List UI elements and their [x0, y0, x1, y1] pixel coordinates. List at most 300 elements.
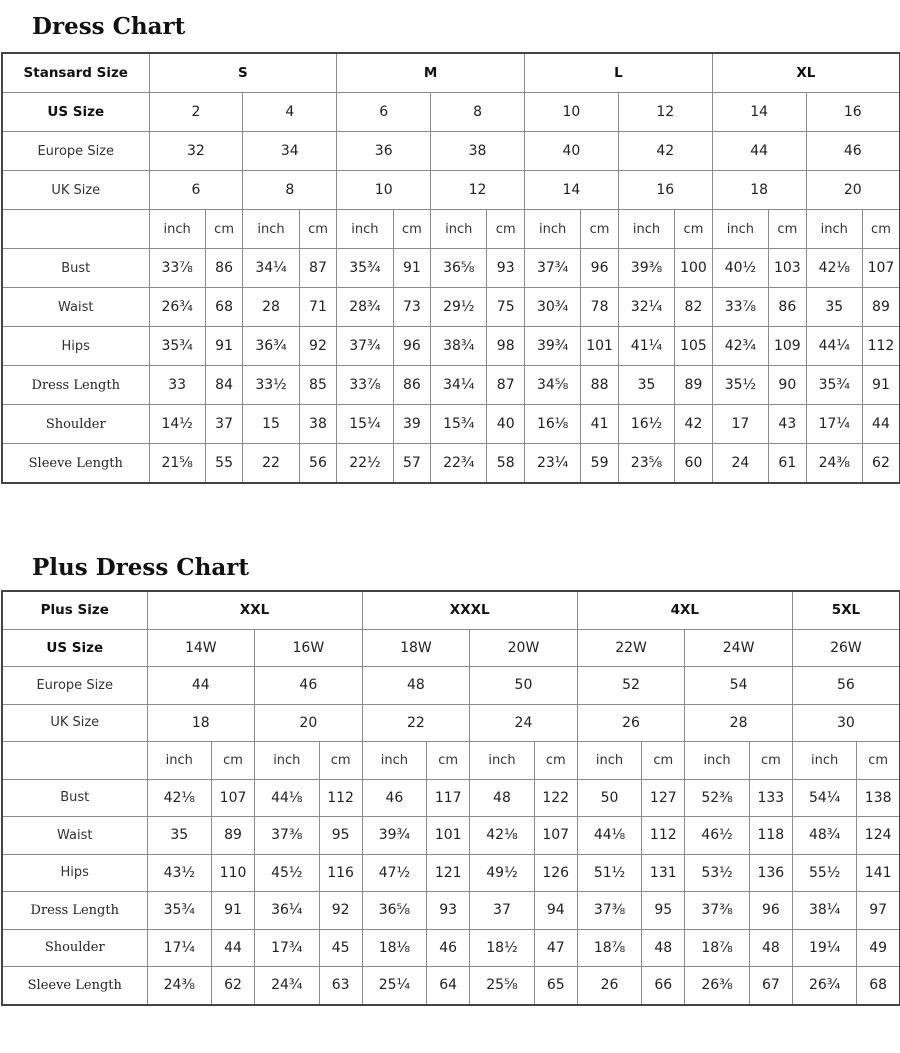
measurement-value-cell: 17¼	[806, 405, 862, 444]
measurement-value-cell: 55	[205, 444, 243, 484]
measurement-value-cell: 18⅛	[362, 929, 427, 967]
size-row-label: Europe Size	[2, 132, 149, 171]
size-value-cell: 18	[147, 704, 255, 742]
measurement-value-cell: 48	[749, 929, 792, 967]
size-value-cell: 30	[792, 704, 900, 742]
measurement-value-cell: 35	[147, 817, 212, 855]
measurement-value-cell: 105	[675, 327, 713, 366]
measurement-value-cell: 14½	[149, 405, 205, 444]
measurement-value-cell: 71	[299, 288, 337, 327]
unit-inch-label: inch	[806, 210, 862, 249]
measurement-value-cell: 22	[243, 444, 299, 484]
unit-inch-label: inch	[337, 210, 393, 249]
measurement-value-cell: 17¾	[255, 929, 320, 967]
measurement-value-cell: 63	[319, 967, 362, 1005]
unit-row-label-empty	[2, 742, 147, 780]
measurement-value-cell: 95	[642, 892, 685, 930]
measurement-value-cell: 107	[212, 779, 255, 817]
measurement-value-cell: 126	[534, 854, 577, 892]
size-value-cell: 10	[337, 171, 431, 210]
measurement-value-cell: 78	[581, 288, 619, 327]
measurement-value-cell: 107	[534, 817, 577, 855]
measurement-value-cell: 42	[675, 405, 713, 444]
measurement-value-cell: 36¼	[255, 892, 320, 930]
measurement-value-cell: 17	[712, 405, 768, 444]
size-value-cell: 56	[792, 667, 900, 705]
measurement-value-cell: 112	[319, 779, 362, 817]
measurement-value-cell: 62	[862, 444, 900, 484]
plus-size-table	[1, 590, 900, 1006]
size-row-label: US Size	[2, 629, 147, 667]
unit-cm-label: cm	[857, 742, 900, 780]
measurement-value-cell: 122	[534, 779, 577, 817]
measurement-value-cell: 37⅜	[685, 892, 750, 930]
measurement-value-cell: 82	[675, 288, 713, 327]
measurement-value-cell: 19¼	[792, 929, 857, 967]
size-row	[2, 704, 900, 742]
measurement-value-cell: 96	[749, 892, 792, 930]
measurement-value-cell: 30¾	[524, 288, 580, 327]
measurement-row	[2, 327, 900, 366]
size-value-cell: 18	[712, 171, 806, 210]
size-group-s: S	[149, 53, 337, 93]
measurement-label: Bust	[2, 779, 147, 817]
size-value-cell: 50	[470, 667, 578, 705]
measurement-value-cell: 57	[393, 444, 431, 484]
measurement-value-cell: 43	[769, 405, 807, 444]
unit-inch-label: inch	[524, 210, 580, 249]
measurement-value-cell: 64	[427, 967, 470, 1005]
unit-cm-label: cm	[534, 742, 577, 780]
measurement-value-cell: 33⅞	[337, 366, 393, 405]
size-value-cell: 46	[806, 132, 900, 171]
measurement-value-cell: 68	[205, 288, 243, 327]
measurement-value-cell: 33⅞	[149, 249, 205, 288]
measurement-value-cell: 98	[487, 327, 525, 366]
measurement-value-cell: 25⅝	[470, 967, 535, 1005]
size-value-cell: 18W	[362, 629, 470, 667]
measurement-value-cell: 53½	[685, 854, 750, 892]
size-group-xxl: XXL	[147, 591, 362, 629]
unit-inch-label: inch	[577, 742, 642, 780]
size-value-cell: 10	[524, 93, 618, 132]
measurement-row	[2, 405, 900, 444]
measurement-value-cell: 112	[862, 327, 900, 366]
measurement-value-cell: 47	[534, 929, 577, 967]
size-value-cell: 44	[147, 667, 255, 705]
measurement-value-cell: 44	[212, 929, 255, 967]
measurement-value-cell: 28	[243, 288, 299, 327]
size-value-cell: 8	[243, 171, 337, 210]
measurement-row	[2, 779, 900, 817]
measurement-value-cell: 75	[487, 288, 525, 327]
measurement-value-cell: 34⅝	[524, 366, 580, 405]
measurement-value-cell: 56	[299, 444, 337, 484]
measurement-value-cell: 41¼	[618, 327, 674, 366]
unit-inch-label: inch	[149, 210, 205, 249]
measurement-value-cell: 21⅝	[149, 444, 205, 484]
unit-cm-label: cm	[642, 742, 685, 780]
measurement-value-cell: 18½	[470, 929, 535, 967]
measurement-value-cell: 96	[581, 249, 619, 288]
measurement-value-cell: 35½	[712, 366, 768, 405]
measurement-value-cell: 91	[393, 249, 431, 288]
measurement-value-cell: 44	[862, 405, 900, 444]
measurement-value-cell: 62	[212, 967, 255, 1005]
measurement-value-cell: 87	[487, 366, 525, 405]
measurement-value-cell: 33	[149, 366, 205, 405]
measurement-value-cell: 28¾	[337, 288, 393, 327]
measurement-value-cell: 44¼	[806, 327, 862, 366]
unit-cm-label: cm	[212, 742, 255, 780]
measurement-value-cell: 26¾	[149, 288, 205, 327]
measurement-value-cell: 67	[749, 967, 792, 1005]
measurement-value-cell: 35	[806, 288, 862, 327]
measurement-value-cell: 37¾	[337, 327, 393, 366]
measurement-value-cell: 87	[299, 249, 337, 288]
measurement-label: Sleeve Length	[2, 444, 149, 484]
size-value-cell: 26W	[792, 629, 900, 667]
measurement-value-cell: 55½	[792, 854, 857, 892]
measurement-value-cell: 26⅜	[685, 967, 750, 1005]
measurement-value-cell: 34¼	[431, 366, 487, 405]
dress-size-table	[1, 52, 900, 484]
measurement-value-cell: 131	[642, 854, 685, 892]
measurement-value-cell: 18⅞	[685, 929, 750, 967]
size-value-cell: 44	[712, 132, 806, 171]
size-row-label: Europe Size	[2, 667, 147, 705]
measurement-label: Dress Length	[2, 366, 149, 405]
measurement-value-cell: 39¾	[362, 817, 427, 855]
size-row	[2, 171, 900, 210]
unit-cm-label: cm	[862, 210, 900, 249]
size-value-cell: 48	[362, 667, 470, 705]
measurement-value-cell: 50	[577, 779, 642, 817]
measurement-value-cell: 39⅜	[618, 249, 674, 288]
measurement-row	[2, 444, 900, 484]
measurement-value-cell: 89	[675, 366, 713, 405]
measurement-value-cell: 52⅜	[685, 779, 750, 817]
size-value-cell: 2	[149, 93, 243, 132]
measurement-value-cell: 109	[769, 327, 807, 366]
size-value-cell: 16	[618, 171, 712, 210]
measurement-value-cell: 103	[769, 249, 807, 288]
measurement-value-cell: 66	[642, 967, 685, 1005]
measurement-value-cell: 136	[749, 854, 792, 892]
measurement-value-cell: 58	[487, 444, 525, 484]
measurement-value-cell: 65	[534, 967, 577, 1005]
size-group-xl: XL	[712, 53, 900, 93]
size-row	[2, 629, 900, 667]
measurement-value-cell: 37	[470, 892, 535, 930]
size-value-cell: 24W	[685, 629, 793, 667]
size-row	[2, 93, 900, 132]
measurement-value-cell: 94	[534, 892, 577, 930]
measurement-value-cell: 42¾	[712, 327, 768, 366]
measurement-value-cell: 86	[205, 249, 243, 288]
measurement-value-cell: 37	[205, 405, 243, 444]
measurement-value-cell: 26¾	[792, 967, 857, 1005]
measurement-value-cell: 84	[205, 366, 243, 405]
measurement-value-cell: 35	[618, 366, 674, 405]
unit-inch-label: inch	[243, 210, 299, 249]
size-value-cell: 12	[618, 93, 712, 132]
size-value-cell: 52	[577, 667, 685, 705]
measurement-value-cell: 35¾	[147, 892, 212, 930]
unit-inch-label: inch	[362, 742, 427, 780]
measurement-value-cell: 46½	[685, 817, 750, 855]
measurement-value-cell: 36⅝	[362, 892, 427, 930]
unit-cm-label: cm	[487, 210, 525, 249]
measurement-value-cell: 124	[857, 817, 900, 855]
size-value-cell: 40	[524, 132, 618, 171]
unit-cm-label: cm	[675, 210, 713, 249]
measurement-value-cell: 86	[769, 288, 807, 327]
measurement-value-cell: 93	[427, 892, 470, 930]
measurement-value-cell: 88	[581, 366, 619, 405]
unit-cm-label: cm	[749, 742, 792, 780]
measurement-value-cell: 68	[857, 967, 900, 1005]
measurement-value-cell: 101	[427, 817, 470, 855]
measurement-value-cell: 33⅞	[712, 288, 768, 327]
measurement-value-cell: 24	[712, 444, 768, 484]
measurement-row	[2, 817, 900, 855]
measurement-value-cell: 37⅜	[255, 817, 320, 855]
measurement-value-cell: 91	[212, 892, 255, 930]
measurement-value-cell: 36⅝	[431, 249, 487, 288]
measurement-value-cell: 107	[862, 249, 900, 288]
measurement-value-cell: 54¼	[792, 779, 857, 817]
measurement-row	[2, 967, 900, 1005]
measurement-value-cell: 24⅜	[806, 444, 862, 484]
header-row	[2, 591, 900, 629]
size-group-5xl: 5XL	[792, 591, 900, 629]
measurement-value-cell: 85	[299, 366, 337, 405]
measurement-value-cell: 24¾	[255, 967, 320, 1005]
size-row-label: US Size	[2, 93, 149, 132]
measurement-value-cell: 26	[577, 967, 642, 1005]
measurement-row	[2, 249, 900, 288]
measurement-value-cell: 45½	[255, 854, 320, 892]
measurement-value-cell: 35¾	[806, 366, 862, 405]
measurement-value-cell: 141	[857, 854, 900, 892]
unit-inch-label: inch	[470, 742, 535, 780]
size-value-cell: 24	[470, 704, 578, 742]
unit-cm-label: cm	[319, 742, 362, 780]
unit-cm-label: cm	[427, 742, 470, 780]
measurement-value-cell: 40½	[712, 249, 768, 288]
measurement-value-cell: 91	[862, 366, 900, 405]
measurement-label: Waist	[2, 288, 149, 327]
measurement-value-cell: 95	[319, 817, 362, 855]
size-group-xxxl: XXXL	[362, 591, 577, 629]
measurement-label: Shoulder	[2, 929, 147, 967]
measurement-value-cell: 16⅛	[524, 405, 580, 444]
measurement-value-cell: 116	[319, 854, 362, 892]
unit-inch-label: inch	[792, 742, 857, 780]
measurement-row	[2, 288, 900, 327]
measurement-label: Dress Length	[2, 892, 147, 930]
measurement-value-cell: 110	[212, 854, 255, 892]
size-row-label: UK Size	[2, 704, 147, 742]
size-value-cell: 14	[524, 171, 618, 210]
measurement-value-cell: 117	[427, 779, 470, 817]
measurement-value-cell: 38¼	[792, 892, 857, 930]
measurement-value-cell: 61	[769, 444, 807, 484]
size-value-cell: 28	[685, 704, 793, 742]
measurement-value-cell: 59	[581, 444, 619, 484]
measurement-value-cell: 37¾	[524, 249, 580, 288]
measurement-value-cell: 121	[427, 854, 470, 892]
size-value-cell: 20	[806, 171, 900, 210]
size-value-cell: 16	[806, 93, 900, 132]
measurement-value-cell: 23¼	[524, 444, 580, 484]
measurement-value-cell: 15¼	[337, 405, 393, 444]
measurement-value-cell: 97	[857, 892, 900, 930]
measurement-row	[2, 854, 900, 892]
measurement-value-cell: 92	[319, 892, 362, 930]
measurement-value-cell: 46	[427, 929, 470, 967]
measurement-label: Shoulder	[2, 405, 149, 444]
size-row-label: UK Size	[2, 171, 149, 210]
measurement-label: Bust	[2, 249, 149, 288]
measurement-value-cell: 45	[319, 929, 362, 967]
size-value-cell: 42	[618, 132, 712, 171]
measurement-value-cell: 89	[862, 288, 900, 327]
measurement-value-cell: 73	[393, 288, 431, 327]
size-group-l: L	[524, 53, 712, 93]
header-label: Stansard Size	[2, 53, 149, 93]
measurement-value-cell: 47½	[362, 854, 427, 892]
unit-inch-label: inch	[618, 210, 674, 249]
measurement-value-cell: 60	[675, 444, 713, 484]
unit-inch-label: inch	[147, 742, 212, 780]
unit-row	[2, 210, 900, 249]
size-value-cell: 14W	[147, 629, 255, 667]
measurement-value-cell: 36¾	[243, 327, 299, 366]
unit-inch-label: inch	[685, 742, 750, 780]
measurement-label: Hips	[2, 854, 147, 892]
unit-inch-label: inch	[255, 742, 320, 780]
size-value-cell: 4	[243, 93, 337, 132]
size-row	[2, 667, 900, 705]
unit-row-label-empty	[2, 210, 149, 249]
measurement-value-cell: 112	[642, 817, 685, 855]
unit-inch-label: inch	[431, 210, 487, 249]
measurement-label: Waist	[2, 817, 147, 855]
measurement-value-cell: 48	[470, 779, 535, 817]
measurement-value-cell: 89	[212, 817, 255, 855]
measurement-value-cell: 32¼	[618, 288, 674, 327]
size-value-cell: 26	[577, 704, 685, 742]
measurement-value-cell: 96	[393, 327, 431, 366]
measurement-value-cell: 35¾	[337, 249, 393, 288]
plus-dress-chart-title: Plus Dress Chart	[32, 554, 249, 581]
size-value-cell: 6	[337, 93, 431, 132]
measurement-value-cell: 22½	[337, 444, 393, 484]
measurement-value-cell: 133	[749, 779, 792, 817]
measurement-value-cell: 16½	[618, 405, 674, 444]
measurement-value-cell: 24⅜	[147, 967, 212, 1005]
measurement-value-cell: 29½	[431, 288, 487, 327]
measurement-value-cell: 92	[299, 327, 337, 366]
measurement-value-cell: 18⅞	[577, 929, 642, 967]
measurement-value-cell: 40	[487, 405, 525, 444]
size-value-cell: 22W	[577, 629, 685, 667]
measurement-value-cell: 90	[769, 366, 807, 405]
measurement-value-cell: 101	[581, 327, 619, 366]
measurement-value-cell: 46	[362, 779, 427, 817]
measurement-value-cell: 22¾	[431, 444, 487, 484]
measurement-value-cell: 44⅛	[577, 817, 642, 855]
size-value-cell: 6	[149, 171, 243, 210]
size-value-cell: 8	[431, 93, 525, 132]
measurement-value-cell: 43½	[147, 854, 212, 892]
measurement-value-cell: 100	[675, 249, 713, 288]
dress-chart-title: Dress Chart	[32, 13, 186, 40]
unit-cm-label: cm	[769, 210, 807, 249]
measurement-value-cell: 15¾	[431, 405, 487, 444]
measurement-value-cell: 15	[243, 405, 299, 444]
measurement-value-cell: 51½	[577, 854, 642, 892]
size-value-cell: 20	[255, 704, 363, 742]
unit-cm-label: cm	[581, 210, 619, 249]
measurement-value-cell: 138	[857, 779, 900, 817]
size-value-cell: 38	[431, 132, 525, 171]
measurement-value-cell: 34¼	[243, 249, 299, 288]
size-value-cell: 36	[337, 132, 431, 171]
measurement-value-cell: 48	[642, 929, 685, 967]
measurement-value-cell: 38	[299, 405, 337, 444]
size-group-4xl: 4XL	[577, 591, 792, 629]
measurement-value-cell: 39	[393, 405, 431, 444]
measurement-value-cell: 17¼	[147, 929, 212, 967]
header-row	[2, 53, 900, 93]
unit-row	[2, 742, 900, 780]
measurement-value-cell: 48¾	[792, 817, 857, 855]
size-value-cell: 16W	[255, 629, 363, 667]
measurement-value-cell: 41	[581, 405, 619, 444]
measurement-value-cell: 42⅛	[806, 249, 862, 288]
measurement-value-cell: 33½	[243, 366, 299, 405]
measurement-value-cell: 127	[642, 779, 685, 817]
measurement-label: Hips	[2, 327, 149, 366]
measurement-value-cell: 93	[487, 249, 525, 288]
size-value-cell: 46	[255, 667, 363, 705]
size-value-cell: 34	[243, 132, 337, 171]
size-value-cell: 14	[712, 93, 806, 132]
measurement-value-cell: 49	[857, 929, 900, 967]
size-value-cell: 32	[149, 132, 243, 171]
measurement-value-cell: 23⅝	[618, 444, 674, 484]
measurement-value-cell: 25¼	[362, 967, 427, 1005]
size-value-cell: 22	[362, 704, 470, 742]
size-value-cell: 54	[685, 667, 793, 705]
measurement-row	[2, 366, 900, 405]
header-label: Plus Size	[2, 591, 147, 629]
measurement-value-cell: 86	[393, 366, 431, 405]
size-value-cell: 12	[431, 171, 525, 210]
measurement-value-cell: 39¾	[524, 327, 580, 366]
measurement-row	[2, 929, 900, 967]
unit-cm-label: cm	[205, 210, 243, 249]
measurement-label: Sleeve Length	[2, 967, 147, 1005]
measurement-value-cell: 49½	[470, 854, 535, 892]
size-value-cell: 20W	[470, 629, 578, 667]
measurement-value-cell: 44⅛	[255, 779, 320, 817]
unit-inch-label: inch	[712, 210, 768, 249]
size-row	[2, 132, 900, 171]
